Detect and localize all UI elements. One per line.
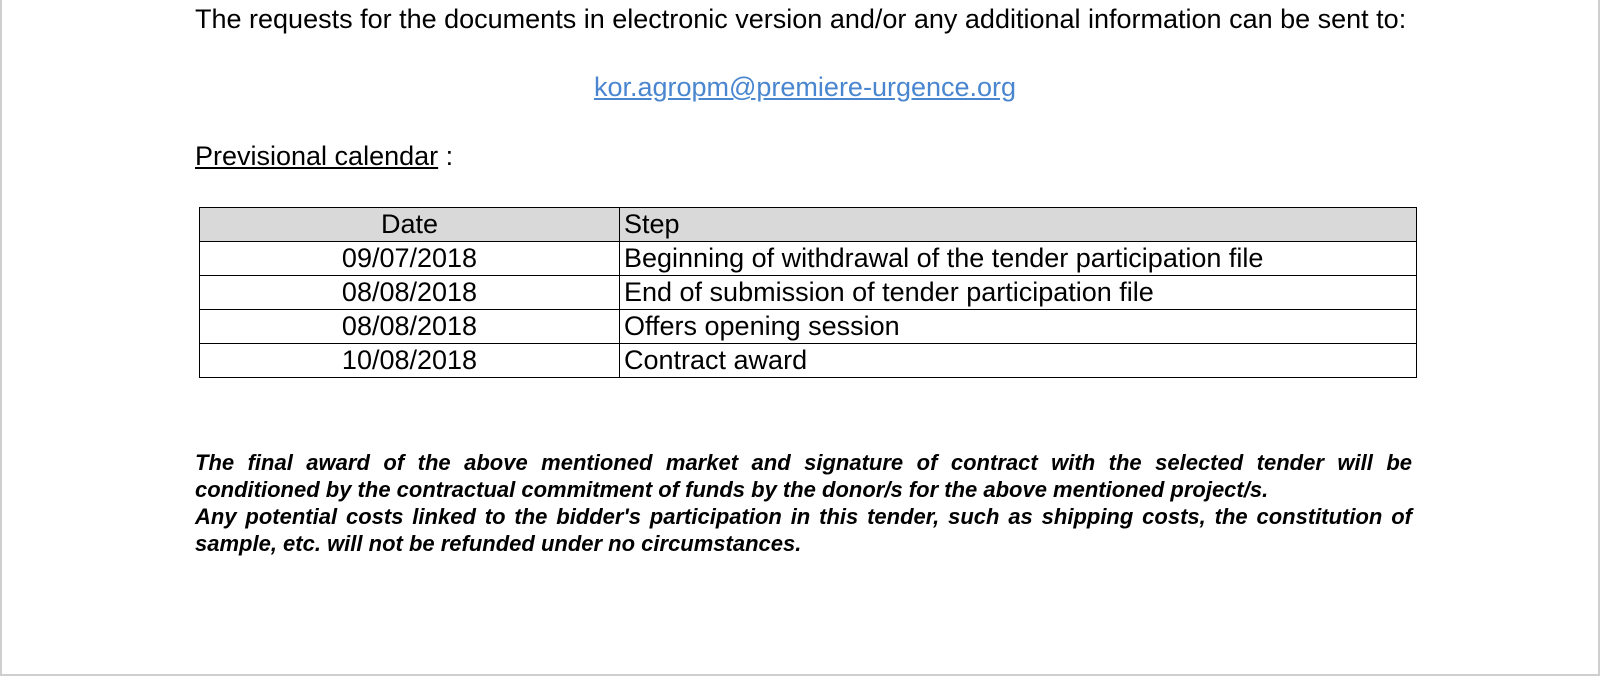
table-row: [200, 310, 1417, 344]
notice-paragraph-costs: Any potential costs linked to the bidder's participation in this tender, such as shipping costs, the constitution of sample, etc. will not be refunded under no circumstances.: [195, 504, 1412, 556]
row-step: Offers opening session: [620, 310, 1417, 344]
row-date: 08/08/2018: [200, 276, 620, 310]
calendar-table: [199, 207, 1417, 378]
calendar-heading: [195, 139, 453, 173]
notice-paragraph-funding: The final award of the above mentioned market and signature of contract with the selected tender will be conditioned by the contractual commitment of funds by the donor/s for the above mentioned project/s.: [195, 450, 1412, 502]
table-header-row: [200, 208, 1417, 242]
row-step: Contract award: [620, 344, 1417, 378]
intro-paragraph: The requests for the documents in electronic version and/or any additional information can be sent to:: [195, 4, 1407, 34]
row-step: End of submission of tender participation file: [620, 276, 1417, 310]
email-link[interactable]: kor.agropm@premiere-urgence.org: [593, 72, 1017, 102]
calendar-heading-label: Previsional calendar: [195, 141, 439, 171]
header-step: Step: [620, 208, 1417, 242]
table-row: [200, 242, 1417, 276]
row-date: 09/07/2018: [200, 242, 620, 276]
row-date: 10/08/2018: [200, 344, 620, 378]
row-step: Beginning of withdrawal of the tender participation file: [620, 242, 1417, 276]
calendar-heading-colon: :: [438, 141, 454, 171]
header-date: Date: [200, 208, 620, 242]
email-line: [195, 70, 1415, 104]
table-row: [200, 276, 1417, 310]
table-row: [200, 344, 1417, 378]
award-notice: [195, 449, 1412, 557]
row-date: 08/08/2018: [200, 310, 620, 344]
